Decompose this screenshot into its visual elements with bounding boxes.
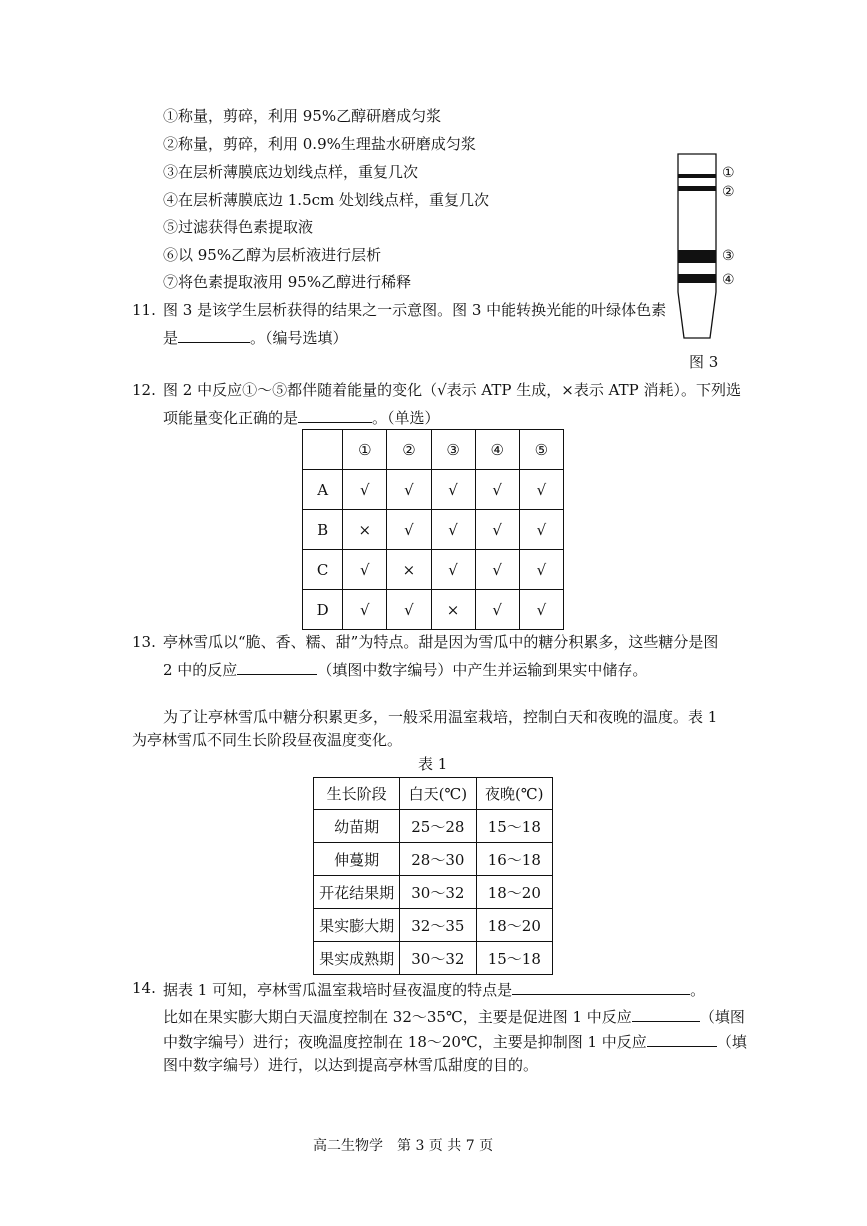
step-4: ④在层析薄膜底边 1.5cm 处划线点样，重复几次 <box>163 191 490 209</box>
table1-header-cell: 夜晚(℃) <box>476 778 552 810</box>
q12-header-cell: ⑤ <box>519 430 563 470</box>
table1-header-cell: 生长阶段 <box>314 778 400 810</box>
q14-answer-blank-2[interactable] <box>632 1005 700 1022</box>
q12-option-row <box>303 470 564 510</box>
q12-cell: √ <box>519 510 563 550</box>
q12-option-label: C <box>303 550 343 590</box>
table1-header-cell: 白天(℃) <box>400 778 476 810</box>
q14-line1-post: 。 <box>690 981 706 999</box>
table1-row <box>314 942 553 975</box>
q12-cell: × <box>387 550 431 590</box>
q12-cell: √ <box>519 550 563 590</box>
q12-header-cell: ④ <box>475 430 519 470</box>
q13-line2 <box>163 658 647 680</box>
q12-options-table <box>302 429 564 630</box>
step-2: ②称量，剪碎，利用 0.9%生理盐水研磨成匀浆 <box>163 135 476 153</box>
table1-day-cell: 30～32 <box>400 942 476 975</box>
band-4 <box>678 274 716 283</box>
q12-cell: √ <box>475 550 519 590</box>
q12-header-row <box>303 430 564 470</box>
q12-line2-pre: 项能量变化正确的是 <box>163 409 299 427</box>
band-3 <box>678 250 716 263</box>
tube-outline <box>678 154 716 338</box>
q14-line1-pre: 据表 1 可知，亭林雪瓜温室栽培时昼夜温度的特点是 <box>163 981 513 999</box>
q14-answer-blank-1[interactable] <box>512 978 690 995</box>
figure3-tube <box>670 150 726 346</box>
q12-line2-post: 。（单选） <box>372 409 440 427</box>
q14-line3 <box>163 1030 747 1052</box>
intro-line2: 为亭林雪瓜不同生长阶段昼夜温度变化。 <box>132 731 403 749</box>
q12-option-label: B <box>303 510 343 550</box>
page-footer: 高二生物学 第 3 页 共 7 页 <box>313 1138 494 1154</box>
table1-caption: 表 1 <box>418 755 448 773</box>
table1-night-cell: 16～18 <box>476 843 552 876</box>
table1-stage-cell: 果实膨大期 <box>314 909 400 942</box>
q12-cell: √ <box>387 590 431 630</box>
q14-line3-pre: 中数字编号）进行；夜晚温度控制在 18～20℃，主要是抑制图 1 中反应 <box>163 1033 647 1051</box>
band-label-1: ① <box>722 165 735 181</box>
q12-cell: √ <box>343 590 387 630</box>
q14-line2 <box>163 1005 745 1027</box>
q12-cell: × <box>343 510 387 550</box>
q12-cell: √ <box>431 470 475 510</box>
table1-night-cell: 18～20 <box>476 876 552 909</box>
table1-day-cell: 28～30 <box>400 843 476 876</box>
step-6: ⑥以 95%乙醇为层析液进行层析 <box>163 246 382 264</box>
q14-answer-blank-3[interactable] <box>647 1030 717 1047</box>
q12-cell: √ <box>387 470 431 510</box>
q12-header-cell: ③ <box>431 430 475 470</box>
q12-cell: × <box>431 590 475 630</box>
table1-night-cell: 15～18 <box>476 810 552 843</box>
q12-cell: √ <box>343 470 387 510</box>
q11-answer-blank[interactable] <box>178 326 250 343</box>
step-3: ③在层析薄膜底边划线点样，重复几次 <box>163 163 419 181</box>
q14-number: 14. <box>132 979 156 997</box>
q12-header-cell: ① <box>343 430 387 470</box>
q12-line2 <box>163 406 440 428</box>
q14-line2-pre: 比如在果实膨大期白天温度控制在 32～35℃，主要是促进图 1 中反应 <box>163 1008 632 1026</box>
band-1 <box>678 174 716 178</box>
q12-answer-blank[interactable] <box>298 406 372 423</box>
q13-line1: 亭林雪瓜以“脆、香、糯、甜”为特点。甜是因为雪瓜中的糖分积累多，这些糖分是图 <box>163 633 719 651</box>
q12-cell: √ <box>475 590 519 630</box>
q11-number: 11. <box>132 301 156 319</box>
table1-night-cell: 15～18 <box>476 942 552 975</box>
q12-option-row <box>303 510 564 550</box>
q12-cell: √ <box>475 510 519 550</box>
table1-stage-cell: 伸蔓期 <box>314 843 400 876</box>
table1-stage-cell: 果实成熟期 <box>314 942 400 975</box>
table1-night-cell: 18～20 <box>476 909 552 942</box>
q13-answer-blank[interactable] <box>237 658 317 675</box>
q12-cell: √ <box>431 510 475 550</box>
q12-cell: √ <box>519 590 563 630</box>
q13-number: 13. <box>132 633 156 651</box>
figure3-caption: 图 3 <box>689 353 719 371</box>
q12-cell: √ <box>343 550 387 590</box>
table1-row <box>314 810 553 843</box>
q12-cell: √ <box>431 550 475 590</box>
q11-line1: 图 3 是该学生层析获得的结果之一示意图。图 3 中能转换光能的叶绿体色素 <box>163 301 667 319</box>
intro-line1: 为了让亭林雪瓜中糖分积累更多，一般采用温室栽培，控制白天和夜晚的温度。表 1 <box>163 708 718 726</box>
band-label-3: ③ <box>722 248 735 264</box>
table1-row <box>314 876 553 909</box>
q14-line3-post: （填 <box>716 1033 747 1051</box>
q14-line4: 图中数字编号）进行，以达到提高亭林雪瓜甜度的目的。 <box>163 1056 539 1074</box>
q13-line2-post: （填图中数字编号）中产生并运输到果实中储存。 <box>317 661 648 679</box>
table1-stage-cell: 幼苗期 <box>314 810 400 843</box>
q12-option-row <box>303 550 564 590</box>
table1-day-cell: 30～32 <box>400 876 476 909</box>
q12-option-row <box>303 590 564 630</box>
q12-option-label: A <box>303 470 343 510</box>
q11-line2-pre: 是 <box>163 329 179 347</box>
step-1: ①称量，剪碎，利用 95%乙醇研磨成匀浆 <box>163 107 442 125</box>
step-7: ⑦将色素提取液用 95%乙醇进行稀释 <box>163 273 412 291</box>
q13-line2-pre: 2 中的反应 <box>163 661 238 679</box>
q14-line1 <box>163 978 705 1000</box>
table1-day-cell: 25～28 <box>400 810 476 843</box>
q14-line2-post: （填图 <box>699 1008 745 1026</box>
q11-line2-post: 。（编号选填） <box>250 329 348 347</box>
band-label-4: ④ <box>722 272 735 288</box>
q12-header-cell: ② <box>387 430 431 470</box>
table1-header-row <box>314 778 553 810</box>
q12-line1: 图 2 中反应①～⑤都伴随着能量的变化（√表示 ATP 生成，×表示 ATP 消耗）。下列选 <box>163 381 742 399</box>
table1-day-cell: 32～35 <box>400 909 476 942</box>
q12-number: 12. <box>132 381 156 399</box>
q12-header-cell <box>303 430 343 470</box>
table1-stage-cell: 开花结果期 <box>314 876 400 909</box>
q12-cell: √ <box>519 470 563 510</box>
table1-row <box>314 909 553 942</box>
q12-cell: √ <box>475 470 519 510</box>
step-5: ⑤过滤获得色素提取液 <box>163 218 314 236</box>
table1 <box>313 777 553 975</box>
band-label-2: ② <box>722 184 735 200</box>
band-2 <box>678 186 716 191</box>
table1-row <box>314 843 553 876</box>
q12-cell: √ <box>387 510 431 550</box>
q11-line2 <box>163 326 348 348</box>
q12-option-label: D <box>303 590 343 630</box>
